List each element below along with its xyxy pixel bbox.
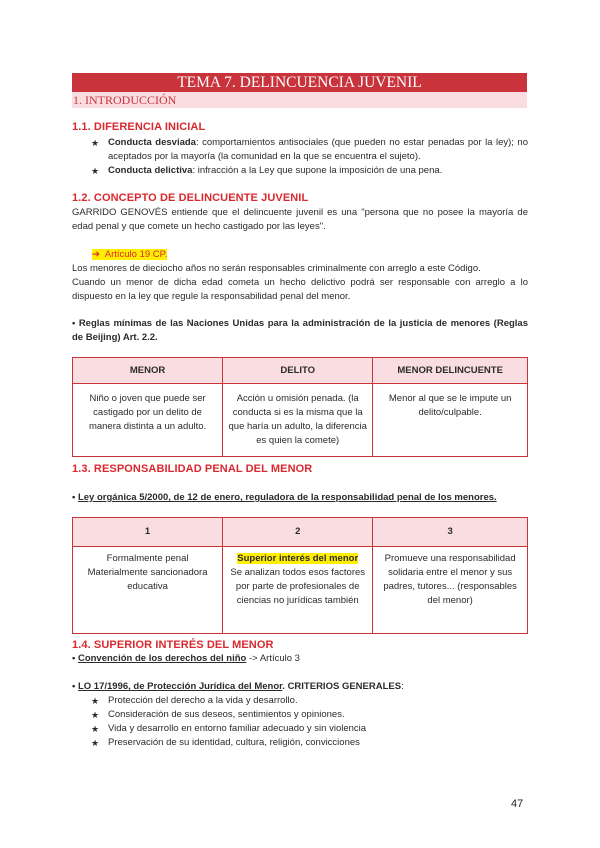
table-row (73, 384, 528, 457)
star-icon: ★ (91, 166, 100, 176)
heading-superior-interes: 1.4. SUPERIOR INTERÉS DEL MENOR (72, 639, 274, 651)
table-row (73, 518, 528, 547)
page-title: TEMA 7. DELINCUENCIA JUVENIL (72, 73, 527, 92)
star-icon: ★ (91, 724, 100, 734)
table-header-3: 3 (373, 518, 528, 547)
article-text-1: Los menores de dieciocho años no serán responsables criminalmente con arreglo a este Código. (72, 263, 481, 274)
list-item: ★ Protección del derecho a la vida y desarrollo. (91, 695, 298, 706)
table-row (73, 547, 528, 634)
star-icon: ★ (91, 738, 100, 748)
heading-responsabilidad-penal: 1.3. RESPONSABILIDAD PENAL DEL MENOR (72, 463, 313, 475)
table-cell-col3: Promueve una responsabilidad solidaria entre el menor y sus padres, tutores... (responsables del menor) (373, 547, 528, 634)
convencion-line: • Convención de los derechos del niño -> Artículo 3 (72, 653, 300, 664)
table-cell-col2: Superior interés del menor Se analizan todos esos factores por parte de profesionales de ciencias no jurídicas también (223, 547, 373, 634)
table-header-menor: MENOR (73, 358, 223, 384)
star-icon: ★ (91, 710, 100, 720)
table-header-1: 1 (73, 518, 223, 547)
heading-concepto-delincuente: 1.2. CONCEPTO DE DELINCUENTE JUVENIL (72, 192, 309, 204)
term-conducta-delictiva: Conducta delictiva (108, 165, 193, 176)
list-item: ★ Preservación de su identidad, cultura, religión, convicciones (91, 737, 360, 748)
heading-diferencia-inicial: 1.1. DIFERENCIA INICIAL (72, 121, 206, 133)
arrow-right-icon: ➔ (92, 249, 100, 260)
table-header-2: 2 (223, 518, 373, 547)
responsabilidad-table (72, 517, 528, 634)
superior-interes-highlight: Superior interés del menor (237, 553, 359, 564)
garrido-paragraph: GARRIDO GENOVÉS entiende que el delincuente juvenil es una "persona que no posee la mayoría de edad penal y que comete un hecho castigado por las leyes". (72, 207, 528, 232)
lo-17-1996-line: • LO 17/1996, de Protección Jurídica del Menor. CRITERIOS GENERALES: (72, 681, 404, 692)
term-conducta-desviada: Conducta desviada (108, 137, 196, 148)
list-item: ★ Conducta delictiva: infracción a la Ley que supone la imposición de una pena. (91, 165, 443, 176)
article-19-label: ➔ Artículo 19 CP. (92, 249, 168, 260)
star-icon: ★ (91, 138, 100, 148)
table-cell-col1: Formalmente penal Materialmente sancionadora educativa (73, 547, 223, 634)
table-cell-delito: Acción u omisión penada. (la conducta si es la misma que la que haría un adulto, la diferencia es quien la comete) (223, 384, 373, 457)
table-cell-menor-delincuente: Menor al que se le impute un delito/culpable. (373, 384, 528, 457)
beijing-rules: • Reglas mínimas de las Naciones Unidas para la administración de la justicia de menores (Reglas de Beijing) Art. 2.2. (72, 318, 528, 343)
definitions-table (72, 357, 528, 457)
table-header-delito: DELITO (223, 358, 373, 384)
page-number: 47 (511, 798, 524, 810)
ley-organica-5-2000: • Ley orgánica 5/2000, de 12 de enero, reguladora de la responsabilidad penal de los menores. (72, 492, 497, 503)
list-item: ★ Vida y desarrollo en entorno familiar adecuado y sin violencia (91, 723, 367, 734)
section-heading-introduccion: 1. INTRODUCCIÓN (72, 92, 527, 108)
table-row (73, 358, 528, 384)
list-item: ★ Conducta desviada: comportamientos antisociales (que pueden no estar penadas por la ley); no aceptados por la mayoría (la comunidad en la que se encuentra el sujeto). (91, 137, 529, 162)
star-icon: ★ (91, 696, 100, 706)
table-header-menor-delincuente: MENOR DELINCUENTE (373, 358, 528, 384)
table-cell-menor: Niño o joven que puede ser castigado por un delito de manera distinta a un adulto. (73, 384, 223, 457)
article-text-2: Cuando un menor de dicha edad cometa un hecho delictivo podrá ser responsable con arreglo a lo dispuesto en la ley que regule la responsabilidad penal del menor. (72, 277, 528, 302)
list-item: ★ Consideración de sus deseos, sentimientos y opiniones. (91, 709, 345, 720)
